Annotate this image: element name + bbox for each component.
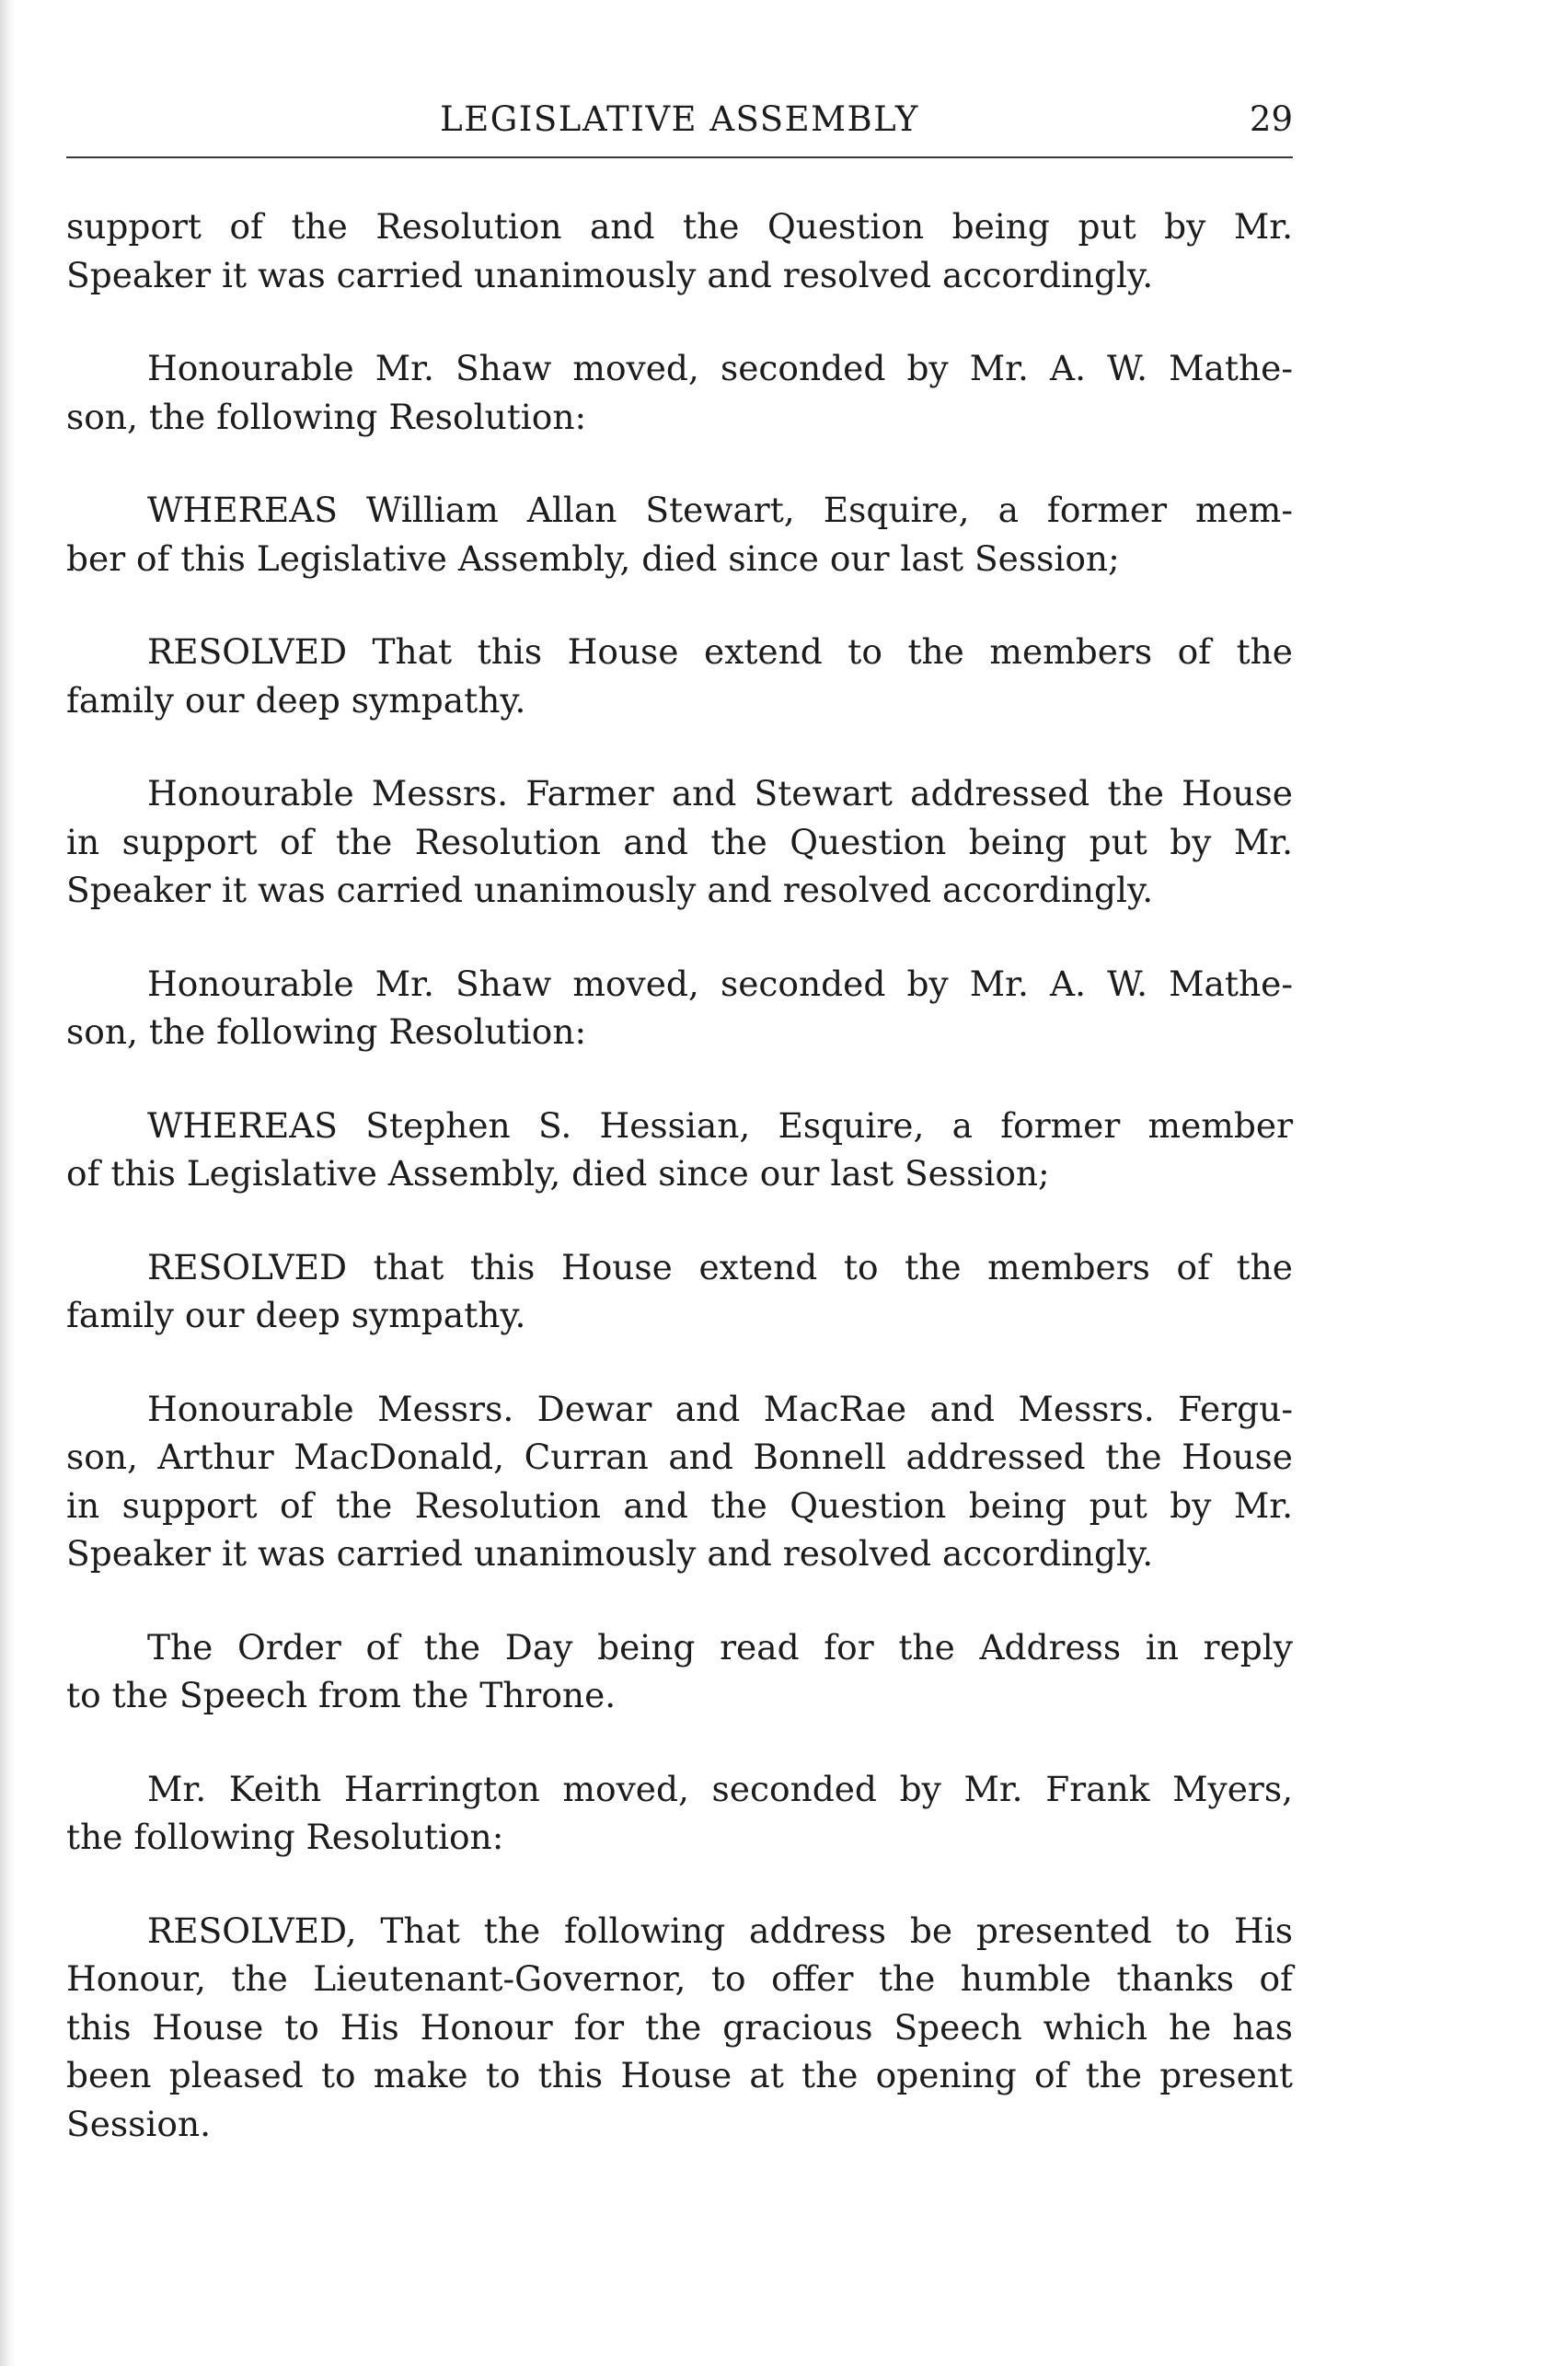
paragraph (66, 1907, 1293, 2149)
text-line: son, the following Resolution: (66, 396, 587, 437)
text-line: son, the following Resolution: (66, 1011, 587, 1052)
page-edge-shadow (0, 0, 15, 2366)
text-line: RESOLVED That this House extend to the members of the (147, 631, 1293, 672)
text-line: family our deep sympathy. (66, 679, 526, 721)
text-line: Speaker it was carried unanimously and resolved accordingly. (66, 870, 1154, 910)
text-line: WHEREAS William Allan Stewart, Esquire, a former mem- (147, 490, 1293, 530)
paragraph (66, 1623, 1293, 1720)
body-text (66, 202, 1293, 2193)
text-line: Session. (66, 2103, 212, 2144)
text-line: Honourable Mr. Shaw moved, seconded by Mr. A. W. Mathe- (147, 348, 1293, 388)
paragraph (66, 1385, 1293, 1578)
text-line: son, Arthur MacDonald, Curran and Bonnell addressed the House (66, 1437, 1293, 1477)
text-line: Honourable Messrs. Farmer and Stewart addressed the House (147, 773, 1293, 814)
page-number: 29 (1249, 99, 1293, 139)
header-rule (66, 156, 1293, 158)
text-line: Honourable Messrs. Dewar and MacRae and Messrs. Fergu- (147, 1388, 1293, 1429)
running-head (66, 92, 1293, 147)
text-line: ber of this Legislative Assembly, died since our last Session; (66, 537, 1120, 579)
paragraph (66, 202, 1293, 299)
text-line: the following Resolution: (66, 1817, 504, 1857)
text-line: Honourable Mr. Shaw moved, seconded by Mr. A. W. Mathe- (147, 963, 1293, 1004)
text-line: Mr. Keith Harrington moved, seconded by Mr. Frank Myers, (147, 1768, 1293, 1809)
text-line: Honour, the Lieutenant-Governor, to offer the humble thanks of (66, 1958, 1293, 1999)
paragraph (66, 1765, 1293, 1862)
text-line: been pleased to make to this House at the opening of the present (66, 2055, 1293, 2095)
paragraph (66, 486, 1293, 583)
paragraph (66, 769, 1293, 915)
text-line: to the Speech from the Throne. (66, 1675, 617, 1715)
text-line: Speaker it was carried unanimously and resolved accordingly. (66, 254, 1154, 295)
text-line: in support of the Resolution and the Question being put by Mr. (66, 1484, 1293, 1526)
paragraph (66, 344, 1293, 441)
running-title: LEGISLATIVE ASSEMBLY (440, 99, 919, 139)
paragraph (66, 1102, 1293, 1198)
text-line: RESOLVED that this House extend to the members of the (147, 1246, 1293, 1287)
text-line: WHEREAS Stephen S. Hessian, Esquire, a former member (147, 1104, 1293, 1146)
text-line: of this Legislative Assembly, died since our last Session; (66, 1153, 1050, 1194)
paragraph (66, 628, 1293, 724)
text-line: support of the Resolution and the Question being put by Mr. (66, 206, 1293, 247)
text-line: RESOLVED, That the following address be presented to His (147, 1910, 1293, 1951)
text-line: this House to His Honour for the gracious Speech which he has (66, 2006, 1293, 2048)
text-line: family our deep sympathy. (66, 1295, 526, 1335)
text-line: in support of the Resolution and the Question being put by Mr. (66, 821, 1293, 862)
text-line: Speaker it was carried unanimously and resolved accordingly. (66, 1533, 1154, 1574)
paragraph (66, 1243, 1293, 1340)
paragraph (66, 960, 1293, 1056)
text-line: The Order of the Day being read for the Address in reply (147, 1626, 1293, 1668)
